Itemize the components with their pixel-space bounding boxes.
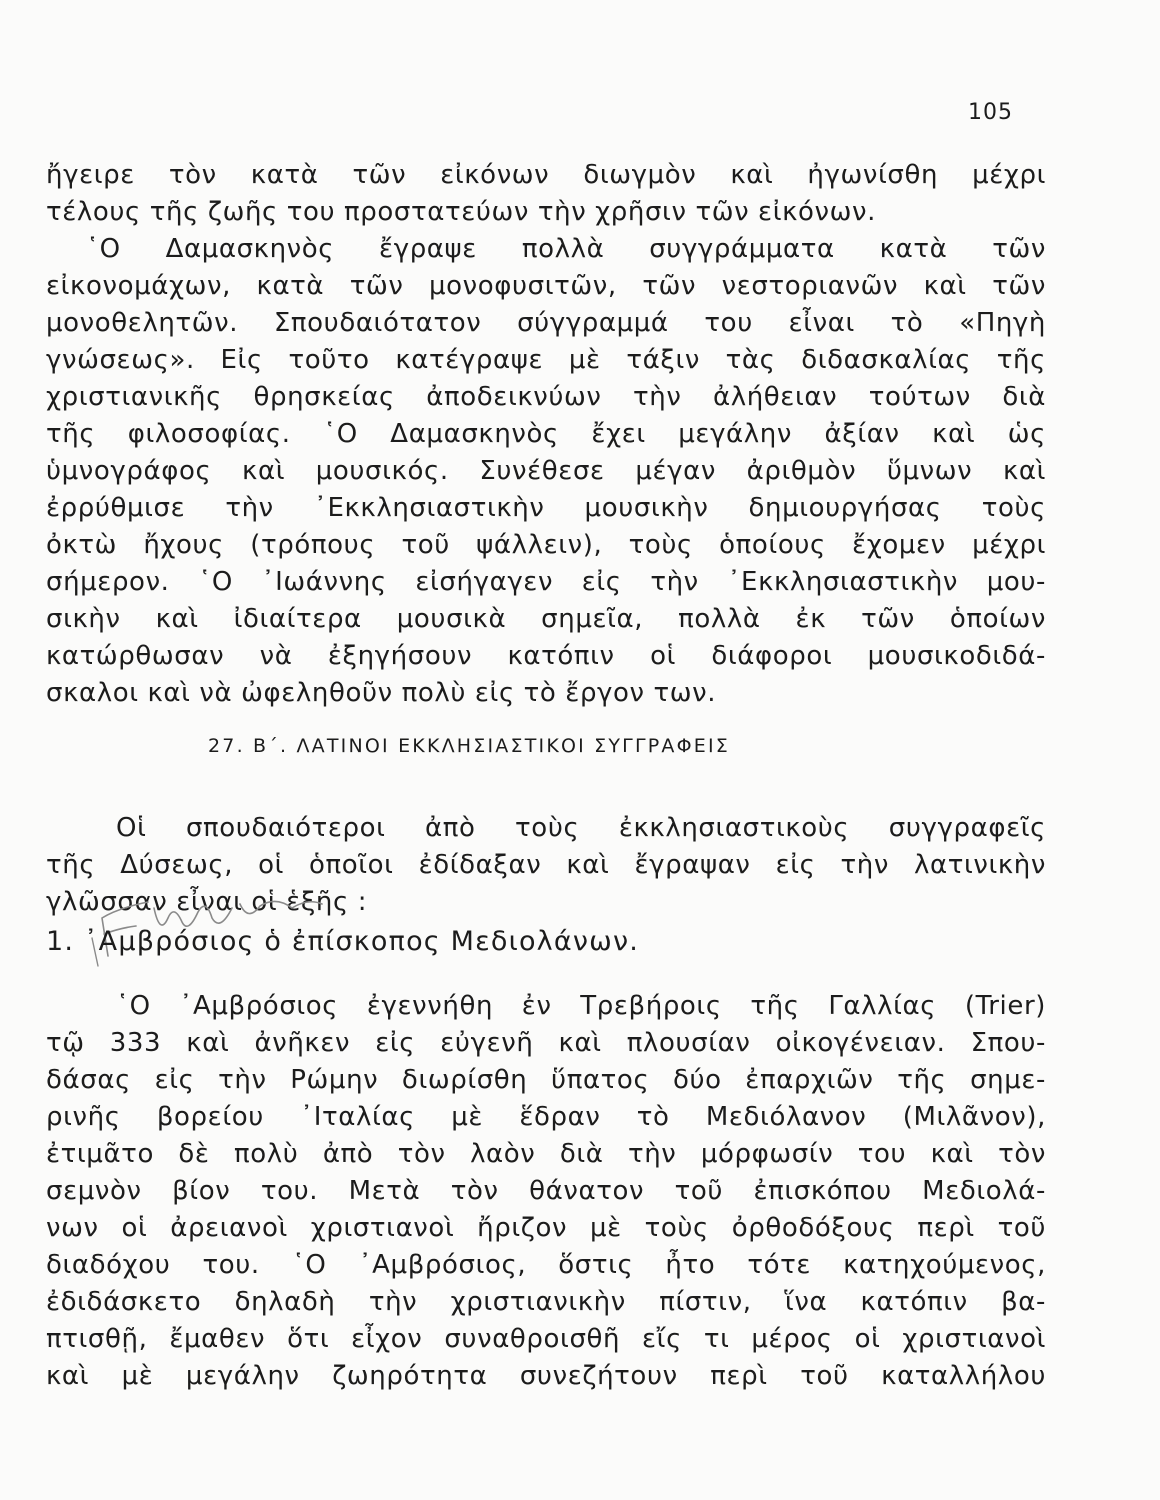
text-line: ρινῆς βορείου ᾿Ιταλίας μὲ ἕδραν τὸ Μεδιόλανον (Μιλᾶνον), [46, 1102, 1046, 1132]
section-heading: 27. Β΄. ΛΑΤΙΝΟΙ ΕΚΚΛΗΣΙΑΣΤΙΚΟΙ ΣΥΓΓΡΑΦΕΙΣ [208, 735, 730, 757]
text-line: ἐδιδάσκετο δηλαδὴ τὴν χριστιανικὴν πίστιν, ἵνα κατόπιν βα- [46, 1287, 1046, 1317]
text-line: πτισθῇ, ἔμαθεν ὅτι εἶχον συναθροισθῆ εἴς τι μέρος οἱ χριστιανοὶ [46, 1324, 1046, 1354]
text-line: ὑμνογράφος καὶ μουσικός. Συνέθεσε μέγαν ἀριθμὸν ὕμνων καὶ [46, 456, 1046, 486]
text-line: ἐρρύθμισε τὴν ᾿Εκκλησιαστικὴν μουσικὴν δημιουργήσας τοὺς [46, 493, 1046, 523]
text-line: σικὴν καὶ ἰδιαίτερα μουσικὰ σημεῖα, πολλὰ ἐκ τῶν ὁποίων [46, 604, 1046, 634]
text-line: ἐτιμᾶτο δὲ πολὺ ἀπὸ τὸν λαὸν διὰ τὴν μόρφωσίν του καὶ τὸν [46, 1139, 1046, 1169]
text-line: κατώρθωσαν νὰ ἐξηγήσουν κατόπιν οἱ διάφοροι μουσικοδιδά- [46, 641, 1046, 671]
text-line: χριστιανικῆς θρησκείας ἀποδεικνύων τὴν ἀλήθειαν τούτων διὰ [46, 382, 1046, 412]
text-line: τέλους τῆς ζωῆς του προστατεύων τὴν χρῆσιν τῶν εἰκόνων. [46, 197, 877, 227]
text-line: τῷ 333 καὶ ἀνῆκεν εἰς εὐγενῆ καὶ πλουσίαν οἰκογένειαν. Σπου- [46, 1028, 1046, 1058]
text-line: τῆς φιλοσοφίας. ῾Ο Δαμασκηνὸς ἔχει μεγάλην ἀξίαν καὶ ὡς [46, 419, 1046, 449]
subheading: 1. ᾿Αμβρόσιος ὁ ἐπίσκοπος Μεδιολάνων. [46, 926, 640, 957]
text-line: σκαλοι καὶ νὰ ὠφεληθοῦν πολὺ εἰς τὸ ἔργον των. [46, 678, 717, 708]
text-line: νων οἱ ἀρειανοὶ χριστιανοὶ ἤριζον μὲ τοὺς ὀρθοδόξους περὶ τοῦ [46, 1213, 1046, 1243]
text-line: γνώσεως». Εἰς τοῦτο κατέγραψε μὲ τάξιν τὰς διδασκαλίας τῆς [46, 345, 1046, 375]
text-line: καὶ μὲ μεγάλην ζωηρότητα συνεζήτουν περὶ τοῦ καταλλήλου [46, 1361, 1046, 1391]
text-line: ἤγειρε τὸν κατὰ τῶν εἰκόνων διωγμὸν καὶ ἠγωνίσθη μέχρι [46, 160, 1046, 190]
text-line: μονοθελητῶν. Σπουδαιότατον σύγγραμμά του εἶναι τὸ «Πηγὴ [46, 308, 1046, 338]
text-line: γλῶσσαν εἶναι οἱ ἑξῆς : [46, 887, 368, 917]
text-line: τῆς Δύσεως, οἱ ὁποῖοι ἐδίδαξαν καὶ ἔγραψαν εἰς τὴν λατινικὴν [46, 850, 1046, 880]
text-line: εἰκονομάχων, κατὰ τῶν μονοφυσιτῶν, τῶν νεστοριανῶν καὶ τῶν [46, 271, 1046, 301]
text-line: δάσας εἰς τὴν Ρώμην διωρίσθη ὕπατος δύο ἐπαρχιῶν τῆς σημε- [46, 1065, 1046, 1095]
text-line: σεμνὸν βίον του. Μετὰ τὸν θάνατον τοῦ ἐπισκόπου Μεδιολά- [46, 1176, 1046, 1206]
text-line: ῾Ο ᾿Αμβρόσιος ἐγεννήθη ἐν Τρεβήροις τῆς Γαλλίας (Trier) [116, 991, 1046, 1021]
text-line: Οἱ σπουδαιότεροι ἀπὸ τοὺς ἐκκλησιαστικοὺς συγγραφεῖς [116, 813, 1046, 843]
text-line: ὀκτὼ ἤχους (τρόπους τοῦ ψάλλειν), τοὺς ὁποίους ἔχομεν μέχρι [46, 530, 1046, 560]
text-line: ῾Ο Δαμασκηνὸς ἔγραψε πολλὰ συγγράμματα κατὰ τῶν [86, 234, 1046, 264]
page-number: 105 [968, 100, 1013, 125]
text-line: σήμερον. ῾Ο ᾿Ιωάννης εἰσήγαγεν εἰς τὴν ᾿Εκκλησιαστικὴν μου- [46, 567, 1046, 597]
text-line: διαδόχου του. ῾Ο ᾿Αμβρόσιος, ὅστις ἦτο τότε κατηχούμενος, [46, 1250, 1046, 1280]
